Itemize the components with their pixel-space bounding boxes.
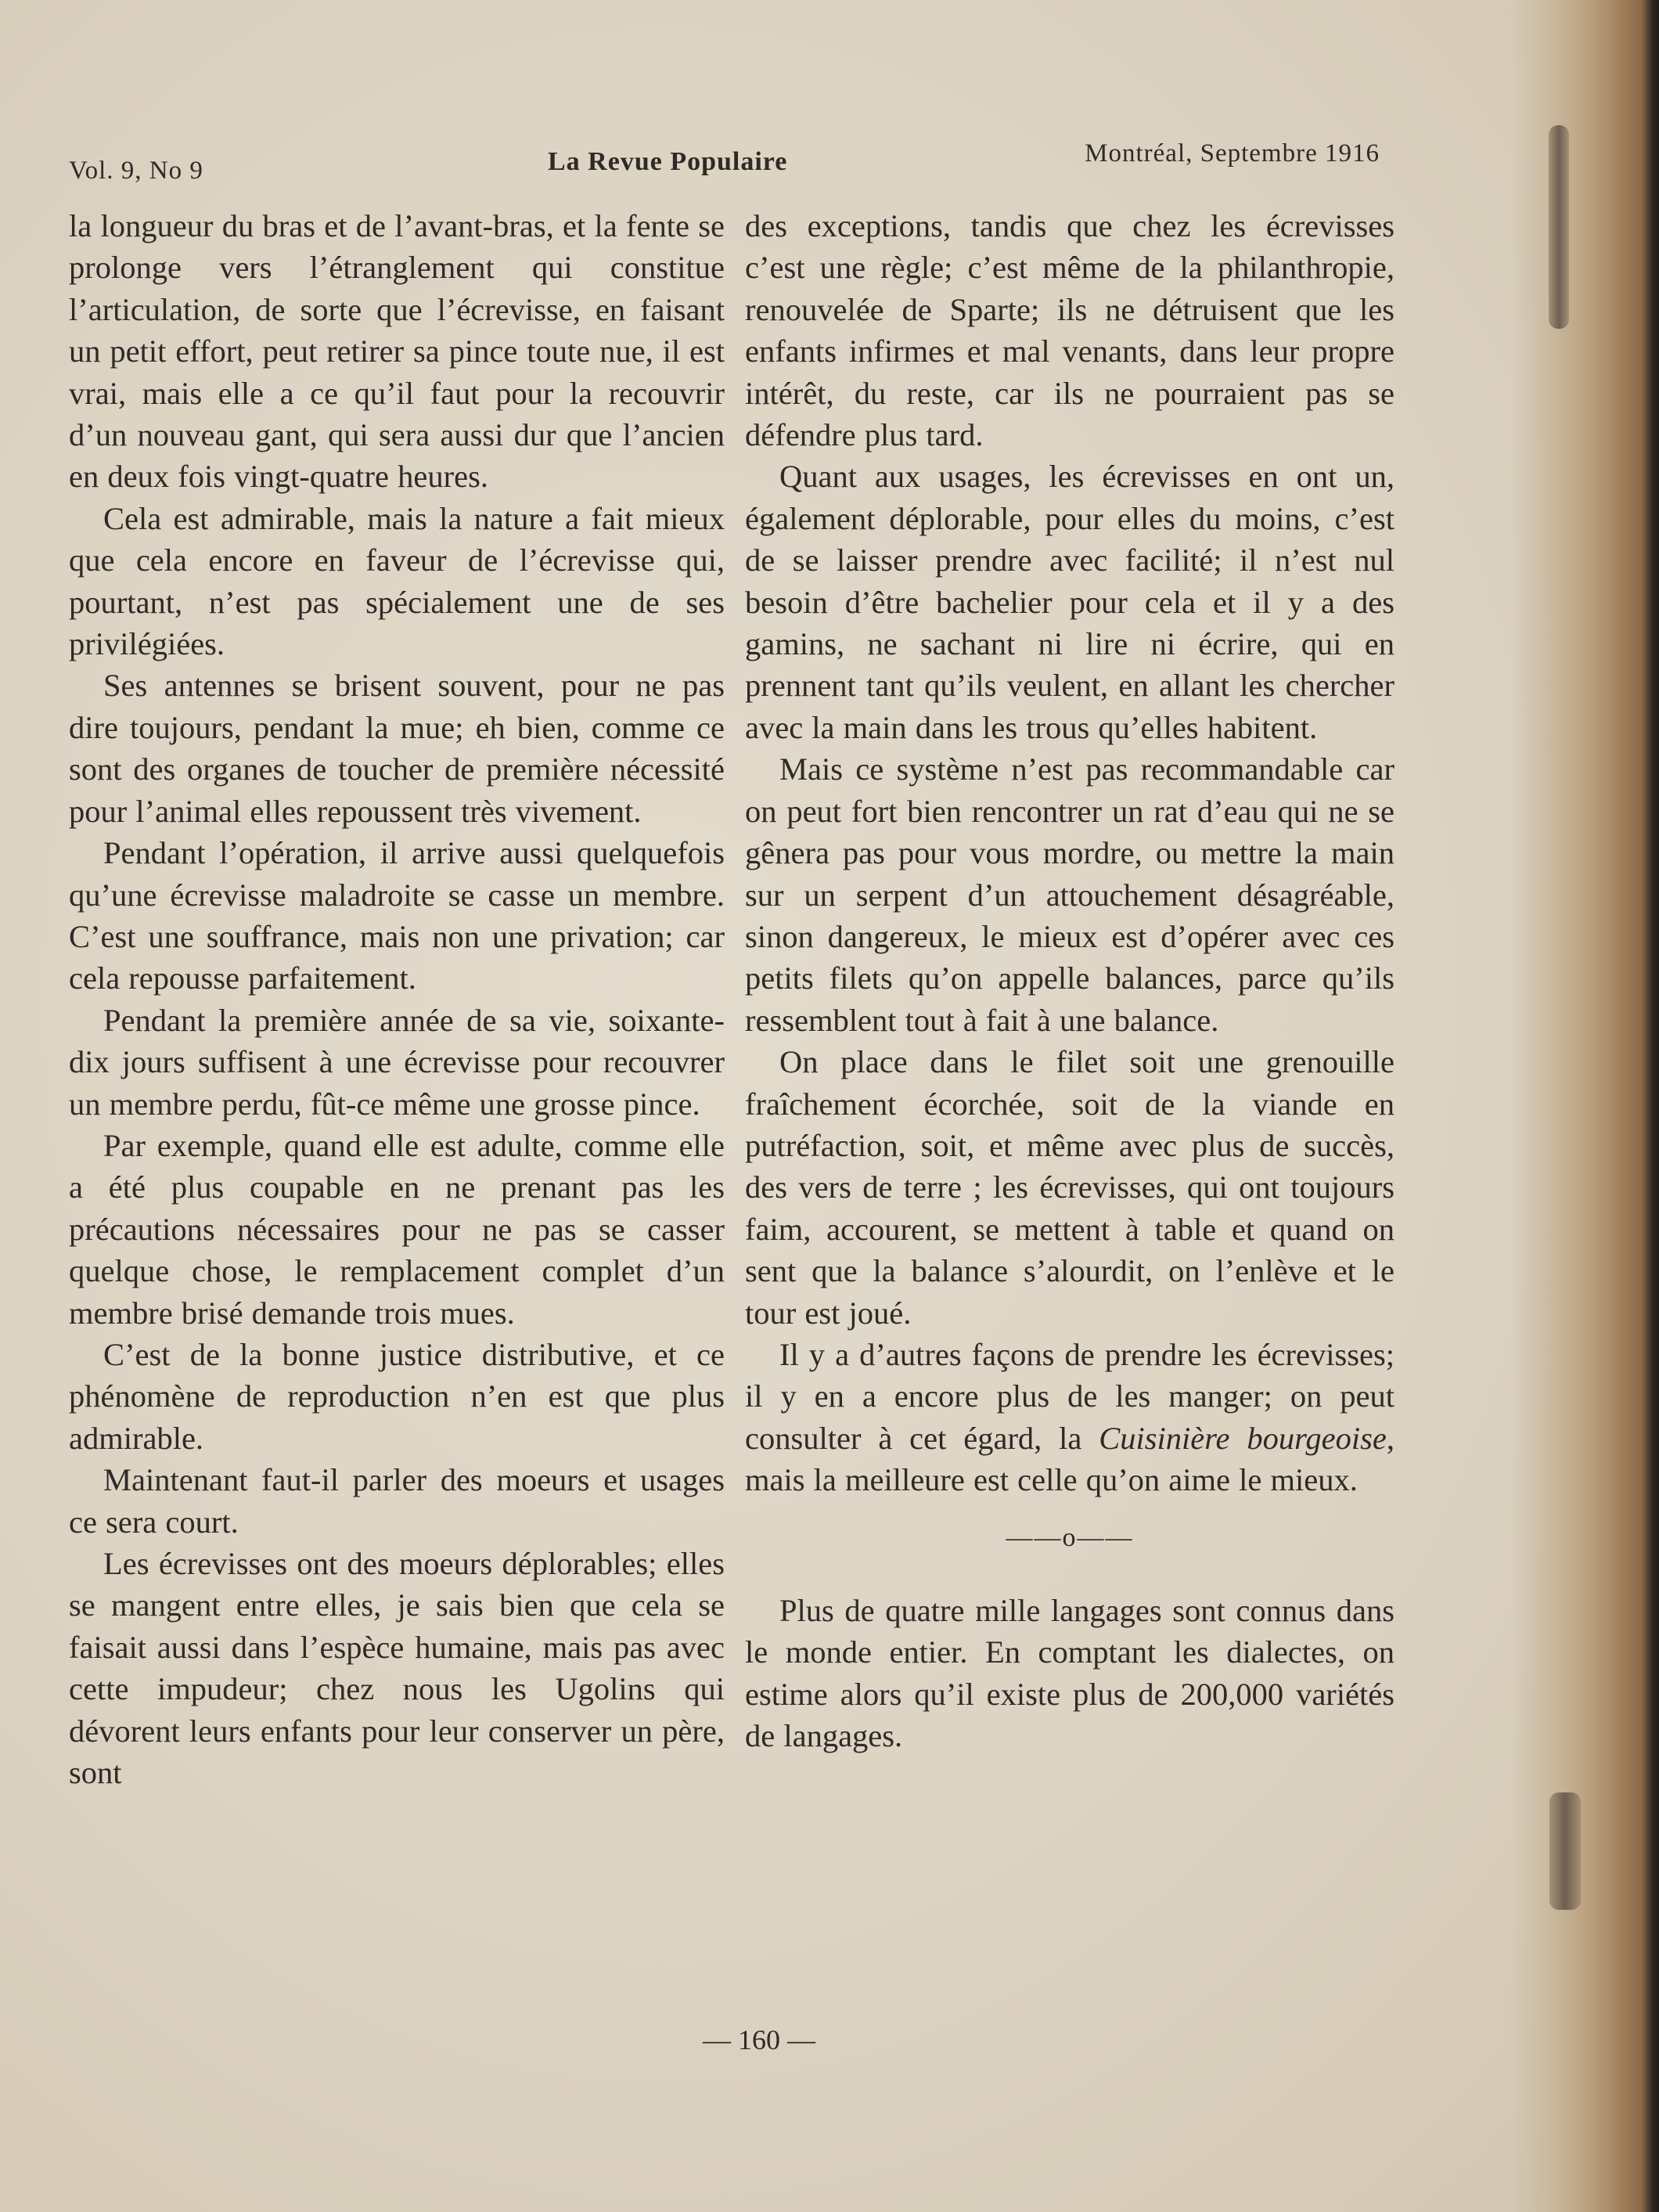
book-spine (1510, 0, 1659, 2212)
paragraph: Maintenant faut-il parler des moeurs et usages ce sera court. (69, 1462, 725, 1540)
page-tear (1549, 1792, 1581, 1910)
paragraph: des exceptions, tandis que chez les écrevisses c’est une règle; c’est même de la philanthropie, renouvelée de Sparte; ils ne détruisent que les enfants infirmes et mal venants, dans leur propre intérêt, du reste, car ils ne pourraient pas se défendre plus tard. (745, 208, 1394, 453)
paragraph: Les écrevisses ont des moeurs déplorables; elles se mangent entre elles, je sais bien que cela se faisait aussi dans l’espèce humaine, mais pas avec cette impudeur; chez nous les Ugolins qui dévorent leurs enfants pour leur conserver un père, sont (69, 1546, 725, 1791)
paragraph: C’est de la bonne justice distributive, et ce phénomène de reproduction n’en est que plus admirable. (69, 1336, 725, 1456)
final-paragraph-end: , mais la meilleure est celle qu’on aime le mieux. (745, 1420, 1394, 1498)
issue-date: Montréal, Septembre 1916 (1085, 139, 1380, 168)
paragraph: Cela est admirable, mais la nature a fait mieux que cela encore en faveur de l’écrevisse qui, pourtant, n’est pas spécialement une de ses privilégiées. (69, 500, 725, 662)
paragraph: Mais ce système n’est pas recommandable car on peut fort bien rencontrer un rat d’eau qui ne se gênera pas pour vous mordre, ou mettre la main sur un serpent d’un attouchement désagréable, sinon dangereux, le mieux est d’opérer avec ces petits filets qu’on appelle balances, parce qu’ils ressemblent tout à fait à une balance. (745, 751, 1394, 1038)
section-separator: ——o—— (1006, 1522, 1134, 1552)
publication-title: La Revue Populaire (548, 147, 788, 176)
paragraph: On place dans le filet soit une grenouille fraîchement écorchée, soit de la viande en putréfaction, soit, et même avec plus de succès, des vers de terre ; les écrevisses, qui ont toujours faim, accourent, se mettent à table et quand on sent que la balance s’alourdit, on l’enlève et le tour est joué. (745, 1044, 1394, 1331)
paragraph: Par exemple, quand elle est adulte, comme elle a été plus coupable en ne prenant pas les précautions nécessaires pour ne pas se casser quelque chose, le remplacement complet d’un membre brisé demande trois mues. (69, 1127, 725, 1331)
paragraph: Pendant la première année de sa vie, soixante-dix jours suffisent à une écrevisse pour recouvrer un membre perdu, fût-ce même une grosse pince. (69, 1002, 725, 1122)
filler-note: Plus de quatre mille langages sont connus dans le monde entier. En comptant les dialectes, on estime alors qu’il existe plus de 200,000 variétés de langages. (745, 1593, 1394, 1754)
running-header (69, 139, 1380, 186)
paragraph: Quant aux usages, les écrevisses en ont un, également déplorable, pour elles du moins, c’est de se laisser prendre avec facilité; il n’est nul besoin d’être bachelier pour cela et il y a des gamins, ne sachant ni lire ni écrire, qui en prennent tant qu’ils veulent, en allant les chercher avec la main dans les trous qu’elles habitent. (745, 459, 1394, 745)
left-column (69, 205, 725, 1793)
book-title: Cuisinière bourgeoise (1099, 1420, 1387, 1456)
volume-number: Vol. 9, No 9 (69, 157, 203, 185)
paragraph: Ses antennes se brisent souvent, pour ne pas dire toujours, pendant la mue; eh bien, comme ce sont des organes de toucher de première nécessité pour l’animal elles repoussent très vivement. (69, 668, 725, 829)
final-paragraph (745, 1334, 1394, 1501)
right-column (745, 205, 1394, 1757)
paragraph: Pendant l’opération, il arrive aussi quelquefois qu’une écrevisse maladroite se casse un membre. C’est une souffrance, mais non une privation; car cela repousse parfaitement. (69, 835, 725, 996)
paragraph: la longueur du bras et de l’avant-bras, et la fente se prolonge vers l’étranglement qui constitue l’articulation, de sorte que l’écrevisse, en faisant un petit effort, peut retirer sa pince toute nue, il est vrai, mais elle a ce qu’il faut pour la recouvrir d’un nouveau gant, qui sera aussi dur que l’ancien en deux fois vingt-quatre heures. (69, 208, 725, 495)
page-number: — 160 — (703, 2024, 815, 2055)
page-tear (1549, 125, 1569, 329)
final-paragraph-start: Il y a d’autres façons de prendre les écrevisses; il y en a encore plus de les manger; on peut consulter à cet égard, la (745, 1336, 1394, 1456)
